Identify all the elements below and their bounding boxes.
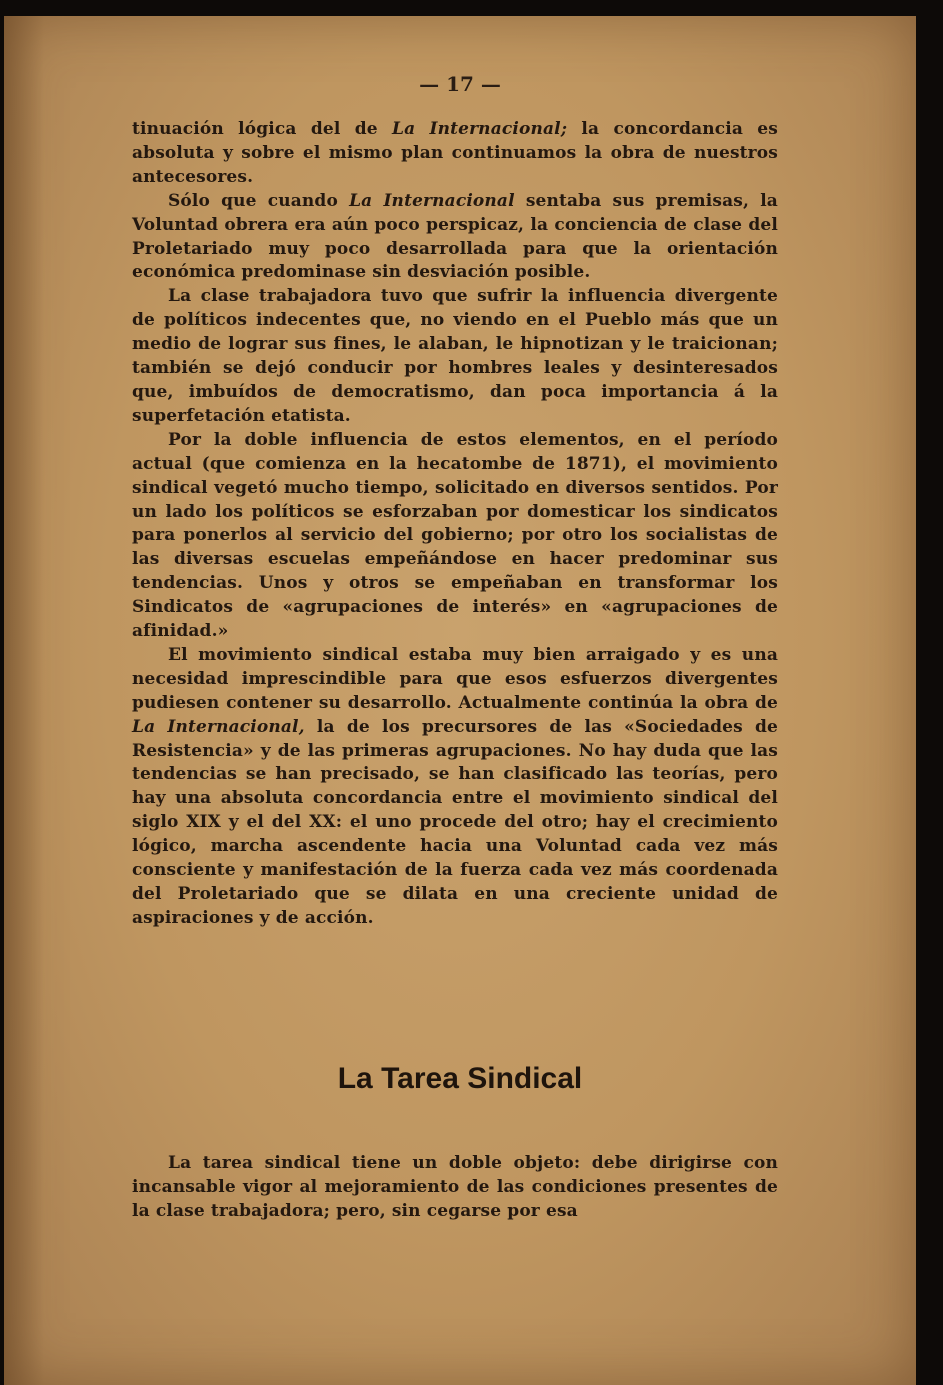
paragraph-2: Sólo que cuando La Internacional sentaba sus premisas, la Voluntad obrera era aún poco perspicaz, la conciencia de clase del Proletariado muy poco desarrollada para que la orientación económica predominase sin desviación posible. <box>132 190 778 283</box>
italic-title: La Internacional, <box>132 716 305 737</box>
paragraph-4: Por la doble influencia de estos elementos, en el período actual (que comienza en la hecatombe de 1871), el movimiento sindical vegetó mucho tiempo, solicitado en diversos sentidos. Por un lado los políticos se esforzaban por domesticar los sindicatos para ponerlos al servicio del gobierno; por otro los socialistas de las diversas escuelas empeñándose en hacer predominar sus tendencias. Unos y otros se empeñaban en transformar los Sindicatos de «agrupaciones de interés» en «agrupaciones de afinidad.» <box>132 429 778 642</box>
section-paragraph-1: La tarea sindical tiene un doble objeto: debe dirigirse con incansable vigor al mejoramiento de las condiciones presentes de la clase trabajadora; pero, sin cegarse por esa <box>132 1153 778 1221</box>
italic-title: La Internacional; <box>391 119 568 139</box>
book-page <box>4 16 916 1385</box>
section-text <box>132 1152 778 1224</box>
body-text <box>132 118 778 931</box>
page-number: — 17 — <box>419 72 501 96</box>
paragraph-3: La clase trabajadora tuvo que sufrir la influencia divergente de políticos indecentes que, no viendo en el Pueblo más que un medio de lograr sus fines, le alaban, le hipnotizan y le traicionan; también se dejó conducir por hombres leales y desinteresados que, imbuídos de democratismo, dan poca importancia á la superfetación etatista. <box>132 286 778 426</box>
paragraph-1: tinuación lógica del de La Internacional; la concordancia es absoluta y sobre el mismo plan continuamos la obra de nuestros antecesores. <box>132 119 778 187</box>
section-heading: La Tarea Sindical <box>337 1062 583 1095</box>
paragraph-5: El movimiento sindical estaba muy bien arraigado y es una necesidad imprescindible para que esos esfuerzos divergentes pudiesen contener su desarrollo. Actualmente continúa la obra de La Internacional, la de los precursores de las «Sociedades de Resistencia» y de las primeras agrupaciones. No hay duda que las tendencias se han precisado, se han clasificado las teorías, pero hay una absoluta concordancia entre el movimiento sindical del siglo XIX y el del XX: el uno procede del otro; hay el crecimiento lógico, marcha ascendente hacia una Voluntad cada vez más consciente y manifestación de la fuerza cada vez más coordenada del Proletariado que se dilata en una creciente unidad de aspiraciones y de acción. <box>132 644 779 928</box>
italic-title: La Internacional <box>349 190 515 211</box>
page-spine-shadow <box>4 16 44 1385</box>
